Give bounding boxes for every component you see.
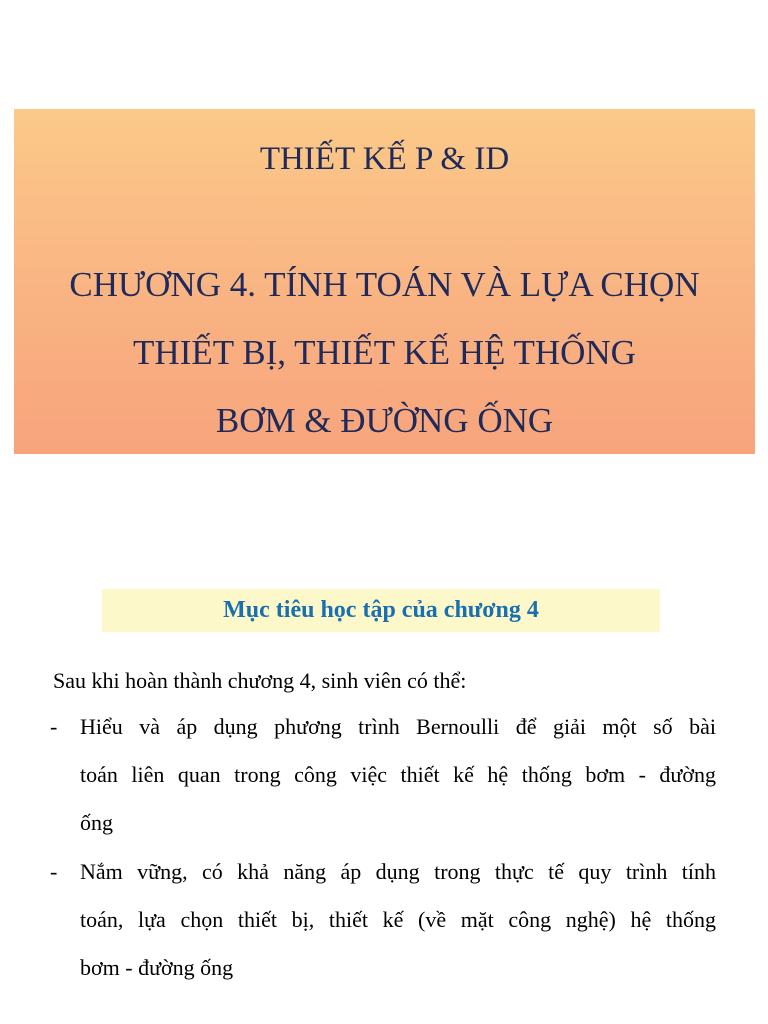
list-item-line: toán liên quan trong công việc thiết kế hệ thống bơm - đường — [80, 762, 716, 787]
bullet-dash: - — [50, 859, 58, 884]
chapter-title — [14, 251, 755, 455]
chapter-title-line: THIẾT BỊ, THIẾT KẾ HỆ THỐNG — [133, 333, 636, 372]
title-banner — [14, 109, 755, 454]
list-item — [50, 703, 716, 847]
objectives-intro: Sau khi hoàn thành chương 4, sinh viên có thể: — [53, 668, 467, 693]
list-item-line: ống — [80, 810, 113, 835]
document-title: THIẾT KẾ P & ID — [259, 141, 510, 177]
list-item-line: toán, lựa chọn thiết bị, thiết kế (về mặt công nghệ) hệ thống — [80, 907, 716, 932]
list-item-line: Hiểu và áp dụng phương trình Bernoulli để giải một số bài — [80, 714, 716, 739]
objectives-heading-box — [102, 589, 660, 632]
chapter-title-line: BƠM & ĐƯỜNG ỐNG — [215, 401, 554, 440]
list-item-line: bơm - đường ống — [80, 955, 234, 980]
objectives-heading: Mục tiêu học tập của chương 4 — [223, 597, 539, 623]
list-item — [50, 848, 716, 992]
objectives-list — [50, 703, 716, 993]
chapter-title-line: CHƯƠNG 4. TÍNH TOÁN VÀ LỰA CHỌN — [69, 265, 700, 304]
list-item-line: Nắm vững, có khả năng áp dụng trong thực tế quy trình tính — [80, 859, 716, 884]
bullet-dash: - — [50, 714, 58, 739]
